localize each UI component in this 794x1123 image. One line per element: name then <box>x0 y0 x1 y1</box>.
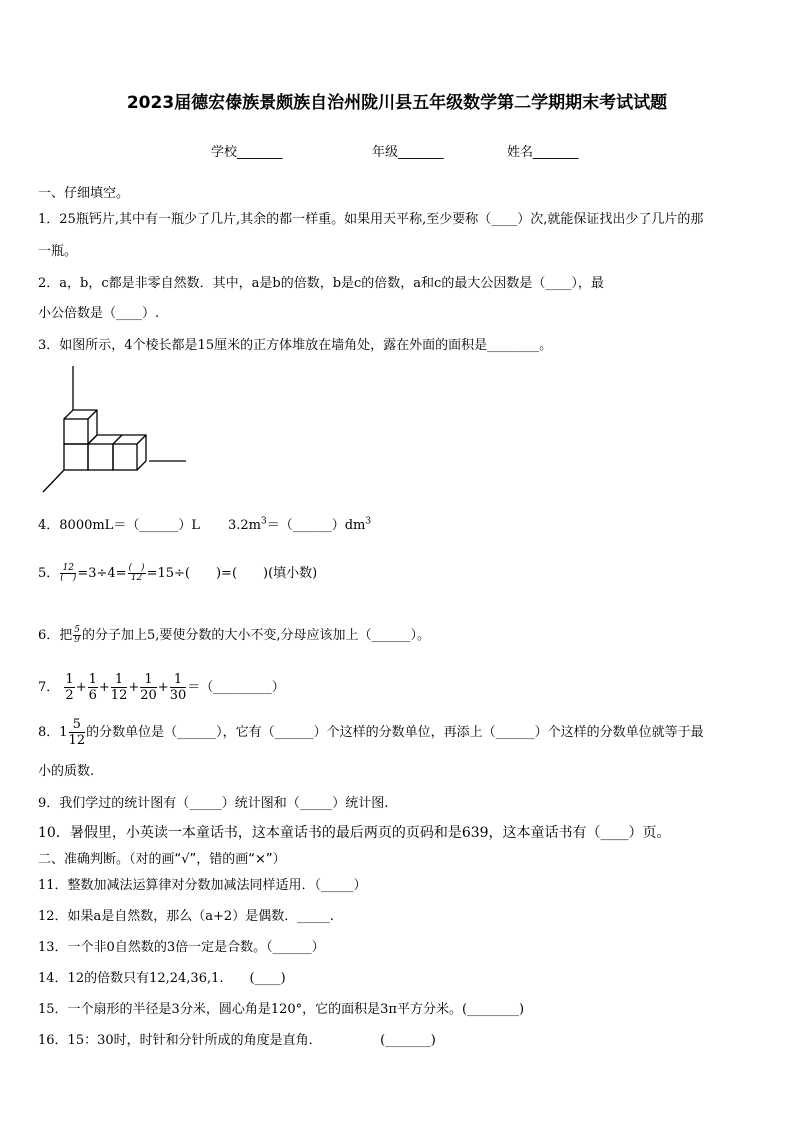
q7-tail: ＝（_________） <box>187 680 285 695</box>
question-7 <box>38 672 285 703</box>
q5-number: 5． <box>38 566 60 581</box>
q4-exp-end: 3 <box>365 516 372 527</box>
q5-f2-denominator: 12 <box>130 573 143 583</box>
question-2-cont: 小公倍数是（____）. <box>38 306 160 321</box>
q7-f5-n: 1 <box>170 672 187 688</box>
q6-numerator: 5 <box>74 625 81 635</box>
q5-fraction-2 <box>128 564 146 583</box>
q5-f2-numerator: ( ) <box>128 563 145 573</box>
question-9: 9．我们学过的统计图有（_____）统计图和（_____）统计图. <box>38 796 389 811</box>
q8-denominator: 12 <box>68 733 86 748</box>
q7-f1-n: 1 <box>65 672 74 687</box>
q5-fraction-1 <box>60 564 76 583</box>
q7-f2-n: 1 <box>88 672 97 687</box>
q7-frac-2 <box>88 672 98 703</box>
question-11: 11．整数加减法运算律对分数加减法同样适用．（_____） <box>38 878 367 893</box>
question-16: 16．15：30时，时针和分针所成的角度是直角． (_______) <box>38 1033 436 1048</box>
q5-f1-denominator: ( ) <box>60 573 77 583</box>
question-8 <box>38 717 704 748</box>
question-5 <box>38 562 317 583</box>
question-8-cont: 小的质数. <box>38 764 95 779</box>
q4-exp: 3 <box>260 516 267 527</box>
grade-field: 年级_______ <box>372 145 444 160</box>
q7-number: 7． <box>38 680 60 695</box>
q8-tail: 的分数单位是（______），它有（______）个这样的分数单位，再添上（______）个这样的分数单位就等于最 <box>86 725 704 740</box>
question-14: 14．12的倍数只有12,24,36,1. (____) <box>38 971 286 986</box>
q8-whole: 8．1 <box>38 725 68 740</box>
q4-part-a: 4．8000mL＝（______）L <box>38 518 200 533</box>
question-6 <box>38 624 430 645</box>
question-2: 2．a，b，c都是非零自然数．其中，a是b的倍数，b是c的倍数，a和c的最大公因数是（____），最 <box>38 276 604 291</box>
q5-mid: =3÷4= <box>77 566 127 581</box>
page-title: 2023届德宏傣族景颇族自治州陇川县五年级数学第二学期期末考试试题 <box>126 93 668 113</box>
section-heading-judge: 二、准确判断。（对的画“√”，错的画“×”） <box>38 852 286 867</box>
q5-tail: =15÷( )=( )(填小数) <box>146 566 318 581</box>
question-15: 15．一个扇形的半径是3分米，圆心角是120°，它的面积是3π平方分米。(________) <box>38 1002 525 1017</box>
q5-f1-numerator: 12 <box>60 564 76 574</box>
q7-plus: + <box>157 680 169 695</box>
q6-tail: 的分子加上5,要使分数的大小不变,分母应该加上（______）。 <box>82 628 431 643</box>
section-heading-fill: 一、仔细填空。 <box>38 186 130 201</box>
question-4 <box>38 514 371 533</box>
q6-fraction <box>73 626 81 645</box>
q7-plus: + <box>75 680 87 695</box>
q6-denominator: 9 <box>74 635 81 645</box>
q8-numerator: 5 <box>69 717 86 733</box>
q7-f3-d: 12 <box>110 688 128 703</box>
q7-frac-4 <box>140 672 157 703</box>
q7-plus: + <box>98 680 110 695</box>
q7-f5-d: 30 <box>169 688 187 703</box>
school-field: 学校_______ <box>211 145 283 160</box>
q4-volume: 3.2m <box>227 518 261 533</box>
q7-f2-d: 6 <box>88 688 97 703</box>
q7-plus: + <box>128 680 140 695</box>
q7-f1-d: 2 <box>65 688 74 703</box>
question-3: 3．如图所示，4个棱长都是15厘米的正方体堆放在墙角处，露在外面的面积是________。 <box>38 338 553 353</box>
name-field: 姓名_______ <box>507 145 579 160</box>
q7-frac-1 <box>64 672 74 703</box>
q7-f4-d: 20 <box>140 688 157 703</box>
q6-prefix: 6．把 <box>38 628 73 643</box>
question-1: 1．25瓶钙片,其中有一瓶少了几片,其余的都一样重。如果用天平称,至少要称（____）次,就能保证找出少了几片的那 <box>38 212 704 227</box>
question-1-cont: 一瓶。 <box>38 244 78 259</box>
q8-fraction <box>69 717 86 748</box>
question-10: 10．暑假里，小英读一本童话书，这本童话书的最后两页的页码和是639，这本童话书有（____）页。 <box>38 825 671 841</box>
question-12: 12．如果a是自然数，那么（a+2）是偶数．_____. <box>38 909 334 924</box>
q7-f4-n: 1 <box>140 672 157 688</box>
q7-f3-n: 1 <box>111 672 128 688</box>
q4-part-b: ＝（______）dm <box>266 518 366 533</box>
q7-frac-5 <box>170 672 187 703</box>
q7-frac-3 <box>111 672 128 703</box>
question-13: 13．一个非0自然数的3倍一定是合数。（______） <box>38 940 325 955</box>
cube-corner-figure <box>38 362 193 497</box>
